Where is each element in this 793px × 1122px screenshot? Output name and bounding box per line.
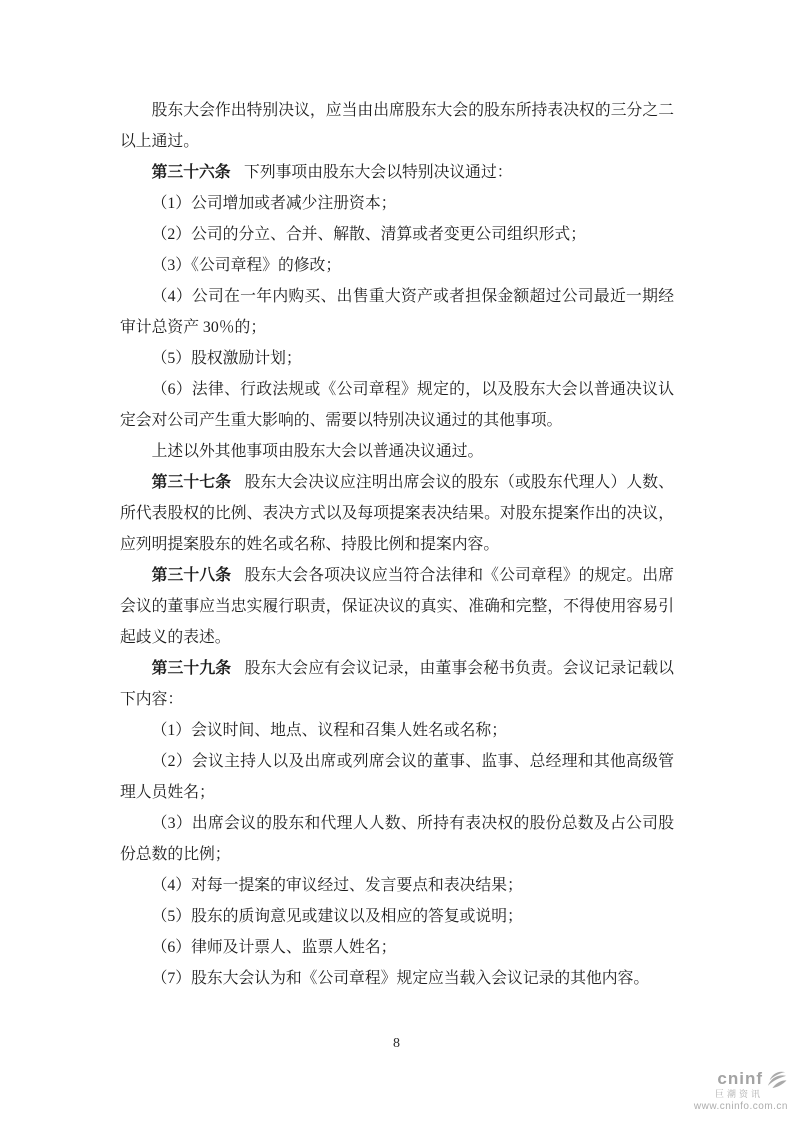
document-body xyxy=(120,95,674,994)
article-39-item-2: （2）会议主持人以及出席或列席会议的董事、监事、总经理和其他高级管理人员姓名； xyxy=(120,753,674,801)
article-38-text: 股东大会各项决议应当符合法律和《公司章程》的规定。出席会议的董事应当忠实履行职责，保证决议的真实、准确和完整，不得使用容易引起歧义的表述。 xyxy=(120,567,674,646)
article-39 xyxy=(120,653,674,715)
article-39-item-6: （6）律师及计票人、监票人姓名； xyxy=(151,939,397,956)
article-36-text: 下列事项由股东大会以特别决议通过： xyxy=(244,164,513,181)
article-36-item-3: （3）《公司章程》的修改； xyxy=(151,257,342,274)
article-39-text: 股东大会应有会议记录，由董事会秘书负责。会议记录记载以下内容： xyxy=(120,660,674,708)
article-36 xyxy=(120,157,674,188)
article-37-number: 第三十七条 xyxy=(151,474,232,491)
article-37 xyxy=(120,467,674,560)
article-36-closing: 上述以外其他事项由股东大会以普通决议通过。 xyxy=(151,443,484,460)
article-39-item-1: （1）会议时间、地点、议程和召集人姓名或名称； xyxy=(151,722,508,739)
article-39-item-4: （4）对每一提案的审议经过、发言要点和表决结果； xyxy=(151,877,523,894)
article-39-item-7: （7）股东大会认为和《公司章程》规定应当载入会议记录的其他内容。 xyxy=(151,970,650,987)
article-39-number: 第三十九条 xyxy=(151,660,232,677)
article-36-item-5: （5）股权激励计划； xyxy=(151,350,302,367)
cninfo-watermark xyxy=(694,1069,788,1113)
article-36-item-1: （1）公司增加或者减少注册资本； xyxy=(151,195,397,212)
cninfo-swirl-icon xyxy=(765,1069,788,1089)
article-39-item-3: （3）出席会议的股东和代理人人数、所持有表决权的股份总数及占公司股份总数的比例； xyxy=(120,815,674,863)
article-38 xyxy=(120,560,674,653)
cninfo-brand-text: cninf xyxy=(717,1069,763,1088)
article-39-item-5: （5）股东的质询意见或建议以及相应的答复或说明； xyxy=(151,908,523,925)
cninfo-chinese-name: 巨潮资讯 xyxy=(714,1089,763,1099)
page-number: 8 xyxy=(393,1036,400,1051)
article-36-item-6: （6）法律、行政法规或《公司章程》规定的，以及股东大会以普通决议认定会对公司产生重大影响的、需要以特别决议通过的其他事项。 xyxy=(120,381,674,429)
article-38-number: 第三十八条 xyxy=(151,567,232,584)
article-37-text: 股东大会决议应注明出席会议的股东（或股东代理人）人数、所代表股权的比例、表决方式以及每项提案表决结果。对股东提案作出的决议，应列明提案股东的姓名或名称、持股比例和提案内容。 xyxy=(120,474,674,553)
article-36-number: 第三十六条 xyxy=(151,164,231,181)
cninfo-brand-row xyxy=(694,1069,788,1089)
article-36-item-4: （4）公司在一年内购买、出售重大资产或者担保金额超过公司最近一期经审计总资产 30％的； xyxy=(120,288,674,336)
article-36-item-2: （2）公司的分立、合并、解散、清算或者变更公司组织形式； xyxy=(151,226,587,243)
para-special-resolution-continuation: 股东大会作出特别决议，应当由出席股东大会的股东所持表决权的三分之二以上通过。 xyxy=(120,102,674,150)
cninfo-url: www.cninfo.com.cn xyxy=(693,1101,788,1112)
